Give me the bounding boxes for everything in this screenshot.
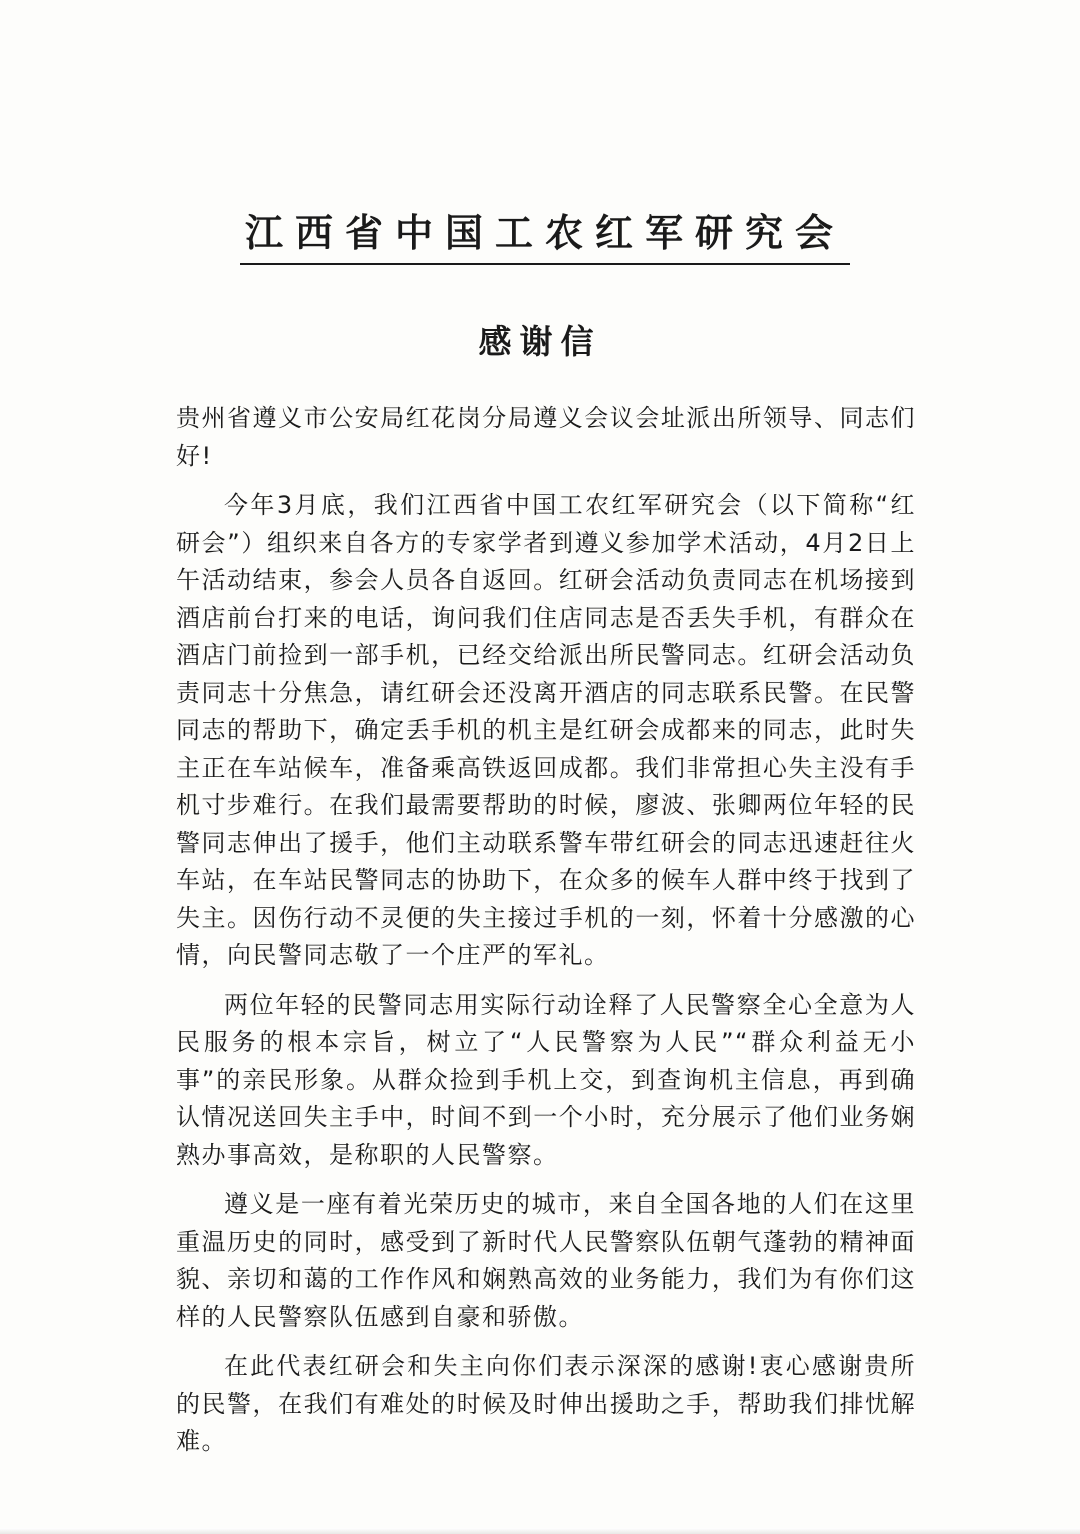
paragraph: 遵义是一座有着光荣历史的城市，来自全国各地的人们在这里重温历史的同时，感受到了新时代人民警察队伍朝气蓬勃的精神面貌、亲切和蔼的工作作风和娴熟高效的业务能力，我们为有你们这样的人民警察队伍感到自豪和骄傲。	[176, 1190, 916, 1331]
document-title: 感谢信	[478, 322, 602, 361]
organization-name: 江西省中国工农红军研究会	[244, 210, 845, 255]
paragraph: 今年3月底，我们江西省中国工农红军研究会（以下简称“红研会”）组织来自各方的专家学者到遵义参加学术活动，4月2日上午活动结束，参会人员各自返回。红研会活动负责同志在机场接到酒店前台打来的电话，询问我们住店同志是否丢失手机，有群众在酒店门前捡到一部手机，已经交给派出所民警同志。红研会活动负责同志十分焦急，请红研会还没离开酒店的同志联系民警。在民警同志的帮助下，确定丢手机的机主是红研会成都来的同志，此时失主正在车站候车，准备乘高铁返回成都。我们非常担心失主没有手机寸步难行。在我们最需要帮助的时候，廖波、张卿两位年轻的民警同志伸出了援手，他们主动联系警车带红研会的同志迅速赶往火车站，在车站民警同志的协助下，在众多的候车人群中终于找到了失主。因伤行动不灵便的失主接过手机的一刻，怀着十分感激的心情，向民警同志敬了一个庄严的军礼。	[176, 491, 916, 969]
paragraph: 两位年轻的民警同志用实际行动诠释了人民警察全心全意为人民服务的根本宗旨，树立了“人民警察为人民”“群众利益无小事”的亲民形象。从群众捡到手机上交，到查询机主信息，再到确认情况送回失主手中，时间不到一个小时，充分展示了他们业务娴熟办事高效，是称职的人民警察。	[176, 990, 916, 1169]
letterhead	[240, 205, 850, 265]
scan-bottom-edge	[0, 1528, 1080, 1534]
paragraph: 在此代表红研会和失主向你们表示深深的感谢!衷心感谢贵所的民警，在我们有难处的时候及时伸出援助之手，帮助我们排忧解难。	[176, 1352, 916, 1455]
letter-body	[176, 400, 916, 1473]
salutation: 贵州省遵义市公安局红花岗分局遵义会议会址派出所领导、同志们好!	[176, 404, 916, 470]
letterhead-underline	[240, 263, 850, 265]
